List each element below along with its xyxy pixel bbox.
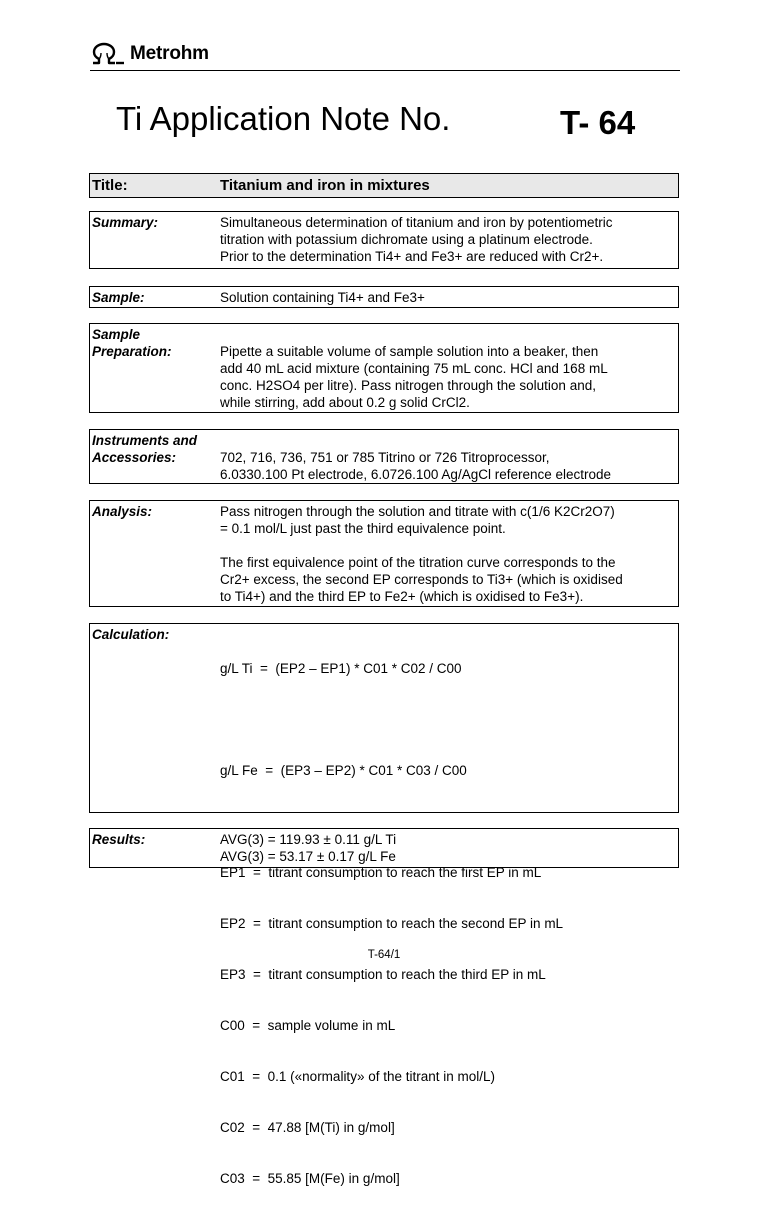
definition-line: EP1 = titrant consumption to reach the first EP in mL <box>220 865 542 880</box>
formula-fe: g/L Fe = (EP3 – EP2) * C01 * C03 / C00 <box>220 763 467 778</box>
brand-logo <box>90 40 209 68</box>
sample-preparation-text <box>220 343 675 411</box>
definition-line: EP2 = titrant consumption to reach the second EP in mL <box>220 916 564 931</box>
page-header <box>90 40 680 71</box>
title-section <box>89 173 679 198</box>
instruments-line: 6.0330.100 Pt electrode, 6.0726.100 Ag/AgCl reference electrode <box>220 467 612 482</box>
sample-preparation-label <box>92 326 217 360</box>
analysis-line: The first equivalence point of the titration curve corresponds to the <box>220 555 616 570</box>
instruments-line: 702, 716, 736, 751 or 785 Titrino or 726 Titroprocessor, <box>220 450 550 465</box>
summary-line: Prior to the determination Ti4+ and Fe3+ are reduced with Cr2+. <box>220 249 604 264</box>
analysis-text <box>220 503 675 605</box>
calculation-label: Calculation: <box>92 627 170 642</box>
analysis-line: = 0.1 mol/L just past the third equivalence point. <box>220 521 506 536</box>
analysis-line: Cr2+ excess, the second EP corresponds to Ti3+ (which is oxidised <box>220 572 623 587</box>
analysis-section <box>89 500 679 607</box>
preparation-line: Pipette a suitable volume of sample solution into a beaker, then <box>220 344 599 359</box>
definition-line: C01 = 0.1 («normality» of the titrant in mol/L) <box>220 1069 496 1084</box>
result-line: AVG(3) = 119.93 ± 0.11 g/L Ti <box>220 832 397 847</box>
summary-text <box>220 214 675 265</box>
preparation-line: while stirring, add about 0.2 g solid CrCl2. <box>220 395 470 410</box>
preparation-line: add 40 mL acid mixture (containing 75 mL conc. HCl and 168 mL <box>220 361 608 376</box>
definition-line: EP3 = titrant consumption to reach the third EP in mL <box>220 967 546 982</box>
summary-section <box>89 211 679 269</box>
brand-name: Metrohm <box>130 43 209 64</box>
title-label: Title: <box>92 177 128 194</box>
results-section <box>89 828 679 868</box>
application-note-title: Ti Application Note No. <box>116 100 451 137</box>
calculation-text <box>220 626 675 1221</box>
results-label: Results: <box>92 832 146 847</box>
definition-line: C03 = 55.85 [M(Fe) in g/mol] <box>220 1171 400 1186</box>
application-note-number: T- 64 <box>560 104 636 141</box>
definition-line: C02 = 47.88 [M(Ti) in g/mol] <box>220 1120 395 1135</box>
label-line: Accessories: <box>92 450 177 465</box>
metrohm-omega-icon <box>90 41 126 67</box>
sample-section <box>89 286 679 308</box>
page-number: T-64/1 <box>367 949 401 961</box>
analysis-line: Pass nitrogen through the solution and titrate with c(1/6 K2Cr2O7) <box>220 504 615 519</box>
definition-line: C00 = sample volume in mL <box>220 1018 396 1033</box>
results-text <box>220 831 675 865</box>
instruments-text <box>220 449 675 483</box>
formula-ti: g/L Ti = (EP2 – EP1) * C01 * C02 / C00 <box>220 661 462 676</box>
analysis-line: to Ti4+) and the third EP to Fe2+ (which is oxidised to Fe3+). <box>220 589 584 604</box>
result-line: AVG(3) = 53.17 ± 0.17 g/L Fe <box>220 849 396 864</box>
sample-preparation-section <box>89 323 679 413</box>
sample-label: Sample: <box>92 290 145 305</box>
title-value: Titanium and iron in mixtures <box>220 177 430 194</box>
analysis-label: Analysis: <box>92 504 153 519</box>
label-line: Sample <box>92 327 141 342</box>
instruments-label <box>92 432 217 466</box>
instruments-section <box>89 429 679 484</box>
label-line: Preparation: <box>92 344 172 359</box>
label-line: Instruments and <box>92 433 198 448</box>
summary-line: Simultaneous determination of titanium and iron by potentiometric <box>220 215 613 230</box>
summary-label: Summary: <box>92 215 159 230</box>
sample-text: Solution containing Ti4+ and Fe3+ <box>220 290 425 305</box>
preparation-line: conc. H2SO4 per litre). Pass nitrogen through the solution and, <box>220 378 596 393</box>
summary-line: titration with potassium dichromate using a platinum electrode. <box>220 232 593 247</box>
